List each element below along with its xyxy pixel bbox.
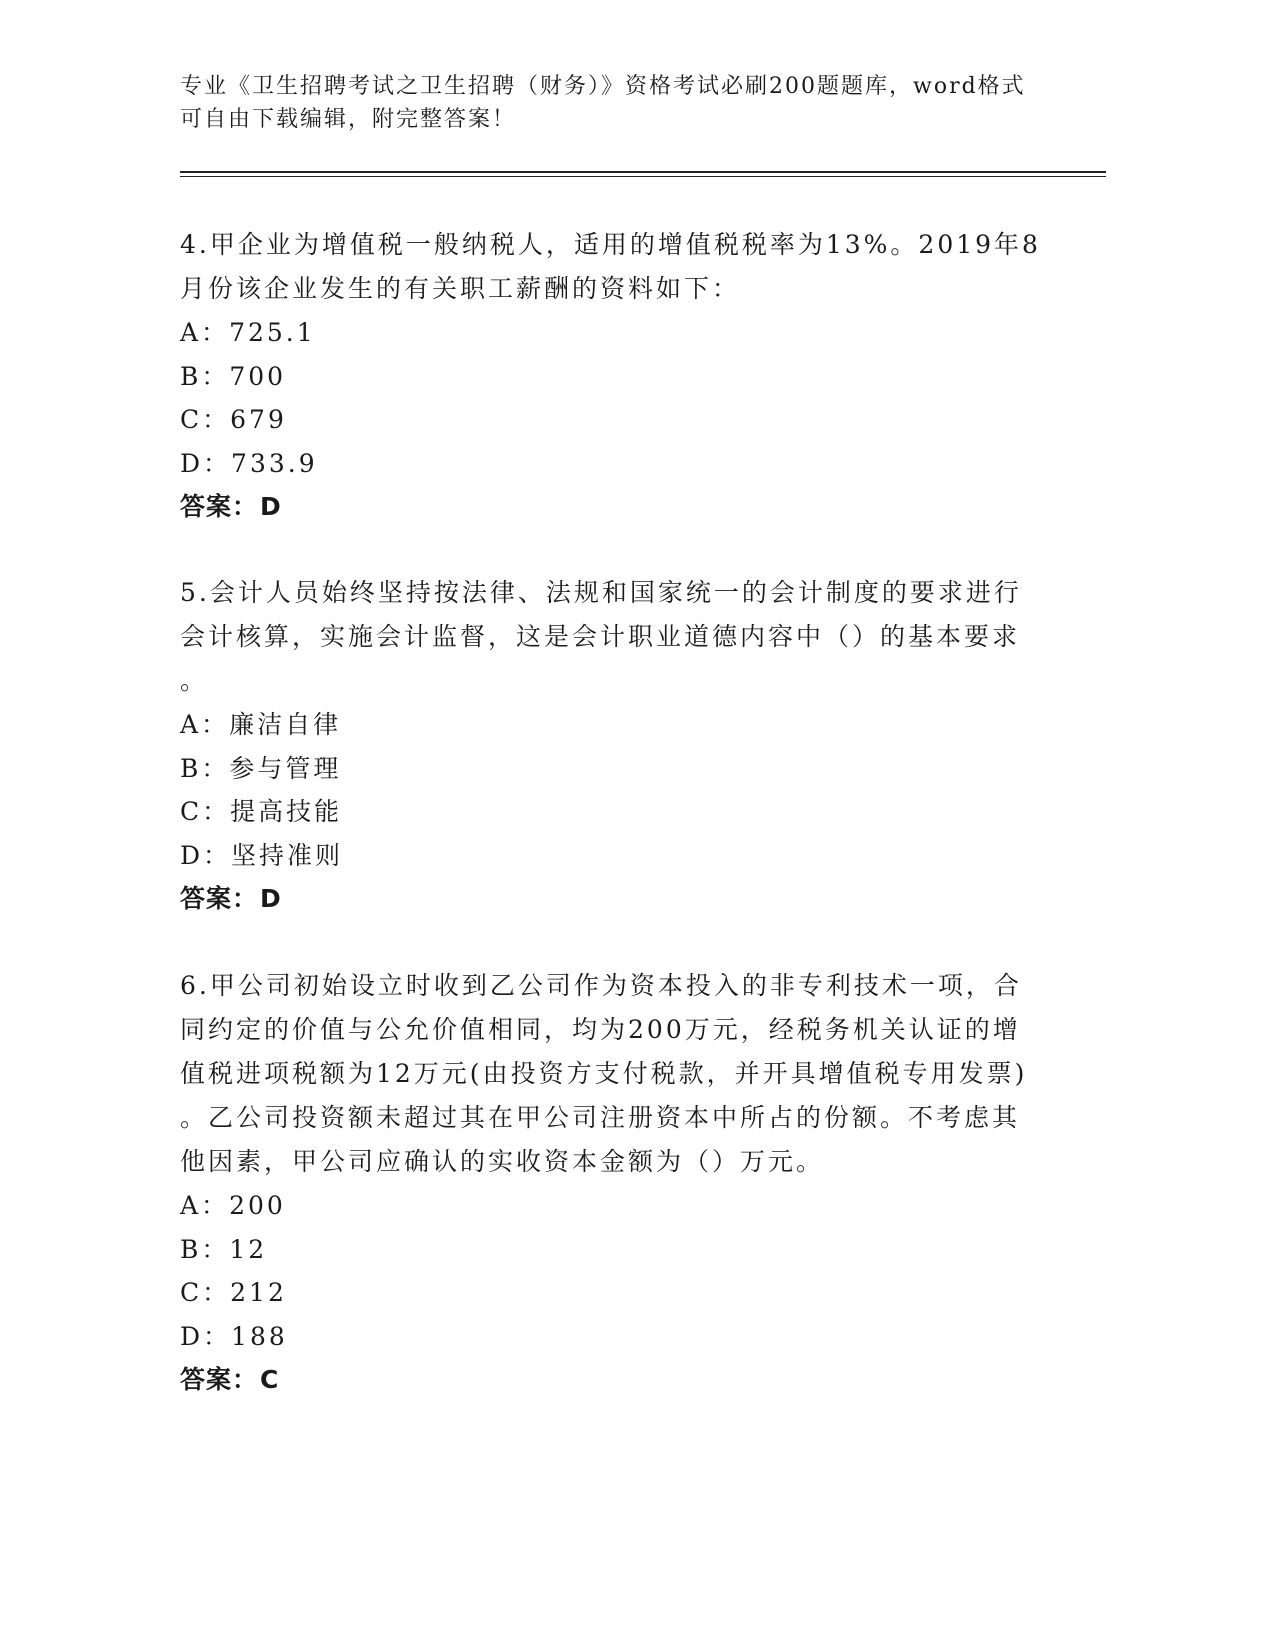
option-label: D： bbox=[180, 448, 232, 478]
question-stem-line: 他因素，甲公司应确认的实收资本金额为（）万元。 bbox=[180, 1147, 825, 1176]
question-5 bbox=[180, 571, 1040, 921]
option-text: 679 bbox=[230, 405, 287, 434]
header-divider-thin bbox=[180, 176, 1106, 177]
option-label: C： bbox=[180, 405, 231, 434]
question-stem-line: 4.甲企业为增值税一般纳税人，适用的增值税税率为13%。2019年8 bbox=[180, 230, 1041, 259]
option-text: 参与管理 bbox=[229, 753, 342, 783]
option-label: D： bbox=[180, 840, 232, 870]
answer-label: 答案： bbox=[180, 1365, 259, 1394]
answer-label: 答案： bbox=[180, 884, 259, 913]
option-a bbox=[180, 1184, 1040, 1228]
header-line-2: 可自由下载编辑，附完整答案！ bbox=[180, 107, 517, 132]
option-text: 212 bbox=[230, 1278, 287, 1307]
question-stem-line: 会计核算，实施会计监督，这是会计职业道德内容中（）的基本要求 bbox=[180, 622, 1021, 651]
option-b bbox=[180, 355, 1040, 399]
option-a bbox=[180, 311, 1040, 355]
option-a bbox=[180, 703, 1040, 747]
option-text: 200 bbox=[229, 1191, 286, 1220]
answer-value: C bbox=[260, 1365, 280, 1394]
option-text: 733.9 bbox=[231, 448, 318, 478]
option-d bbox=[180, 834, 1040, 878]
question-stem-line: 月份该企业发生的有关职工薪酬的资料如下： bbox=[180, 274, 741, 303]
option-text: 廉洁自律 bbox=[229, 710, 342, 739]
question-6 bbox=[180, 964, 1040, 1402]
document-header bbox=[180, 70, 1060, 136]
option-text: 725.1 bbox=[229, 318, 316, 347]
option-label: C： bbox=[180, 797, 231, 826]
option-label: A： bbox=[180, 710, 230, 739]
header-line-1: 专业《卫生招聘考试之卫生招聘（财务）》资格考试必刷200题题库，word格式 bbox=[180, 74, 1026, 99]
option-c bbox=[180, 790, 1040, 834]
question-stem-line: 值税进项税额为12万元(由投资方支付税款，并开具增值税专用发票) bbox=[180, 1059, 1028, 1088]
option-text: 188 bbox=[231, 1321, 288, 1351]
option-b bbox=[180, 747, 1040, 791]
option-label: A： bbox=[180, 318, 230, 347]
option-label: B： bbox=[180, 361, 230, 391]
answer bbox=[180, 1358, 1040, 1402]
question-stem-line: 5.会计人员始终坚持按法律、法规和国家统一的会计制度的要求进行 bbox=[180, 578, 1022, 607]
option-label: C： bbox=[180, 1278, 231, 1307]
header-divider-thick bbox=[180, 171, 1106, 173]
option-label: B： bbox=[180, 1234, 230, 1264]
question-stem-line: 。 bbox=[180, 666, 209, 695]
option-d bbox=[180, 442, 1040, 486]
answer-value: D bbox=[260, 492, 282, 521]
answer-value: D bbox=[260, 884, 282, 913]
option-label: A： bbox=[180, 1191, 230, 1220]
option-b bbox=[180, 1228, 1040, 1272]
option-text: 提高技能 bbox=[230, 797, 343, 826]
option-c bbox=[180, 1271, 1040, 1315]
question-4 bbox=[180, 223, 1040, 529]
option-label: D： bbox=[180, 1321, 232, 1351]
answer bbox=[180, 485, 1040, 529]
option-text: 坚持准则 bbox=[231, 840, 344, 870]
option-text: 12 bbox=[229, 1234, 268, 1264]
answer-label: 答案： bbox=[180, 492, 259, 521]
answer bbox=[180, 877, 1040, 921]
option-text: 700 bbox=[229, 361, 287, 391]
question-stem-line: 同约定的价值与公允价值相同，均为200万元，经税务机关认证的增 bbox=[180, 1015, 1021, 1044]
option-c bbox=[180, 398, 1040, 442]
question-stem-line: 6.甲公司初始设立时收到乙公司作为资本投入的非专利技术一项，合 bbox=[180, 971, 1022, 1000]
question-stem-line: 。乙公司投资额未超过其在甲公司注册资本中所占的份额。不考虑其 bbox=[180, 1103, 1021, 1132]
option-label: B： bbox=[180, 753, 230, 783]
option-d bbox=[180, 1315, 1040, 1359]
